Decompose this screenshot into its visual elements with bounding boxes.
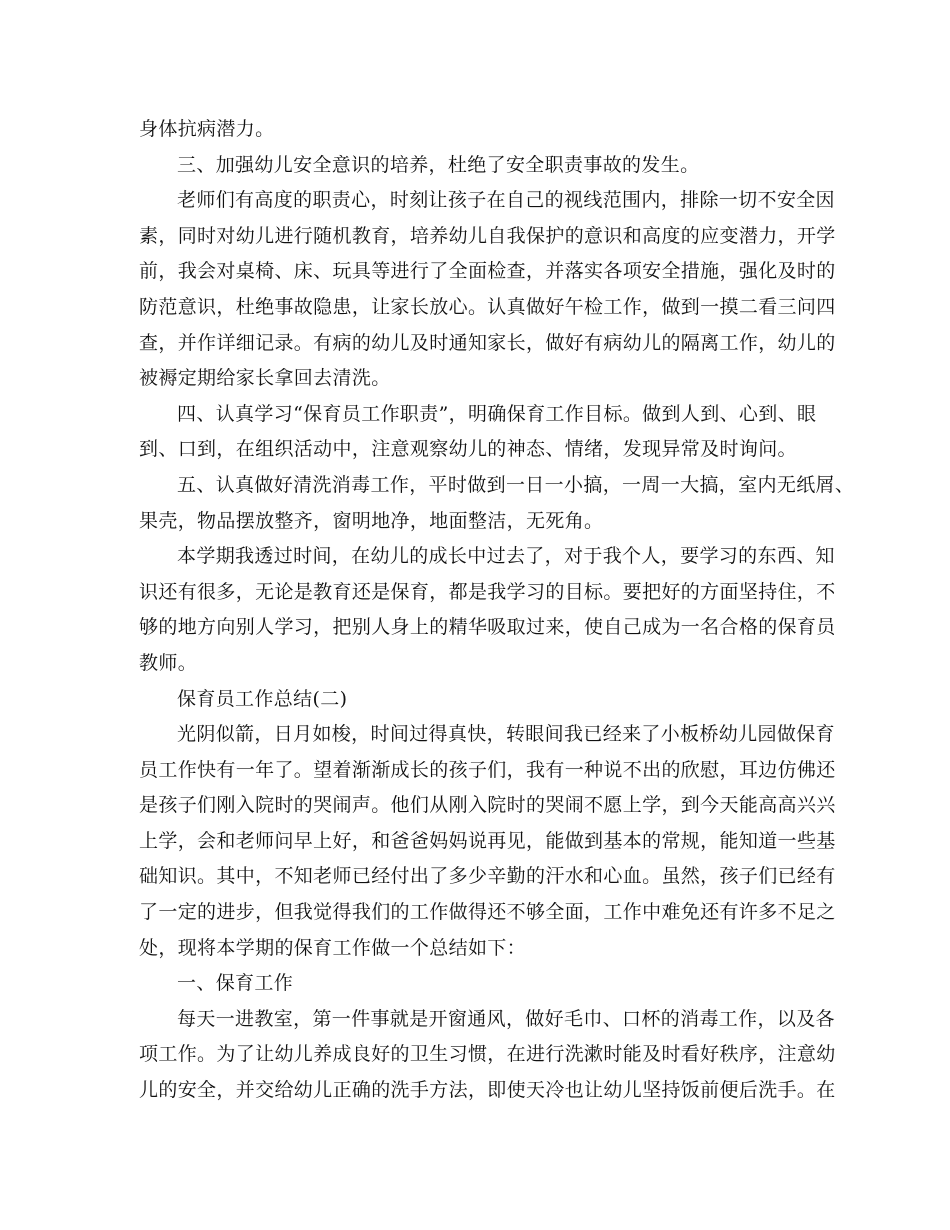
- text-line: 识还有很多，无论是教育还是保育，都是我学习的目标。要把好的方面坚持住，不: [139, 580, 836, 603]
- text-line: 础知识。其中，不知老师已经付出了多少辛勤的汗水和心血。虽然，孩子们已经有: [139, 865, 836, 888]
- text-line: 查，并作详细记录。有病的幼儿及时通知家长，做好有病幼儿的隔离工作，幼儿的: [139, 331, 836, 354]
- text-line: 前，我会对桌椅、床、玩具等进行了全面检查，并落实各项安全措施，强化及时的: [139, 260, 836, 283]
- text-line: 防范意识，杜绝事故隐患，让家长放心。认真做好午检工作，做到一摸二看三问四: [139, 295, 836, 318]
- text-line: 是孩子们刚入院时的哭闹声。他们从刚入院时的哭闹不愿上学，到今天能高高兴兴: [139, 794, 836, 817]
- text-line: 项工作。为了让幼儿养成良好的卫生习惯，在进行洗漱时能及时看好秩序，注意幼: [139, 1043, 836, 1066]
- text-line: 本学期我透过时间，在幼儿的成长中过去了，对于我个人，要学习的东西、知: [177, 545, 835, 568]
- text-line: 被褥定期给家长拿回去清洗。: [139, 367, 391, 390]
- text-line: 保育员工作总结(二): [177, 687, 348, 710]
- text-line: 每天一进教室，第一件事就是开窗通风，做好毛巾、口杯的消毒工作，以及各: [177, 1007, 835, 1030]
- text-line: 处，现将本学期的保育工作做一个总结如下：: [139, 936, 527, 959]
- text-line: 身体抗病潜力。: [139, 118, 275, 140]
- text-line: 四、认真学习“保育员工作职责”，明确保育工作目标。做到人到、心到、眼: [177, 402, 817, 425]
- text-line: 一、保育工作: [177, 972, 294, 995]
- text-line: 儿的安全，并交给幼儿正确的洗手方法，即使天冷也让幼儿坚持饭前便后洗手。在: [139, 1079, 836, 1102]
- text-line: 老师们有高度的职责心，时刻让孩子在自己的视线范围内，排除一切不安全因: [177, 189, 835, 212]
- text-line: 够的地方向别人学习，把别人身上的精华吸取过来，使自己成为一名合格的保育员: [139, 616, 836, 639]
- text-line: 光阴似箭，日月如梭，时间过得真快，转眼间我已经来了小板桥幼儿园做保育: [177, 723, 835, 746]
- text-line: 五、认真做好清洗消毒工作，平时做到一日一小搞，一周一大搞，室内无纸屑、: [177, 473, 855, 496]
- text-line: 素，同时对幼儿进行随机教育，培养幼儿自我保护的意识和高度的应变潜力，开学: [139, 224, 836, 247]
- text-line: 到、口到，在组织活动中，注意观察幼儿的神态、情绪，发现异常及时询问。: [139, 438, 797, 461]
- text-line: 上学，会和老师问早上好，和爸爸妈妈说再见，能做到基本的常规，能知道一些基: [139, 829, 836, 852]
- text-line: 员工作快有一年了。望着渐渐成长的孩子们，我有一种说不出的欣慰，耳边仿佛还: [139, 758, 836, 781]
- text-line: 教师。: [139, 651, 198, 674]
- text-line: 果壳，物品摆放整齐，窗明地净，地面整洁，无死角。: [139, 509, 604, 532]
- document-body: [139, 112, 855, 1109]
- text-line: 三、加强幼儿安全意识的培养，杜绝了安全职责事故的发生。: [177, 153, 700, 176]
- text-line: 了一定的进步，但我觉得我们的工作做得还不够全面，工作中难免还有许多不足之: [139, 901, 836, 924]
